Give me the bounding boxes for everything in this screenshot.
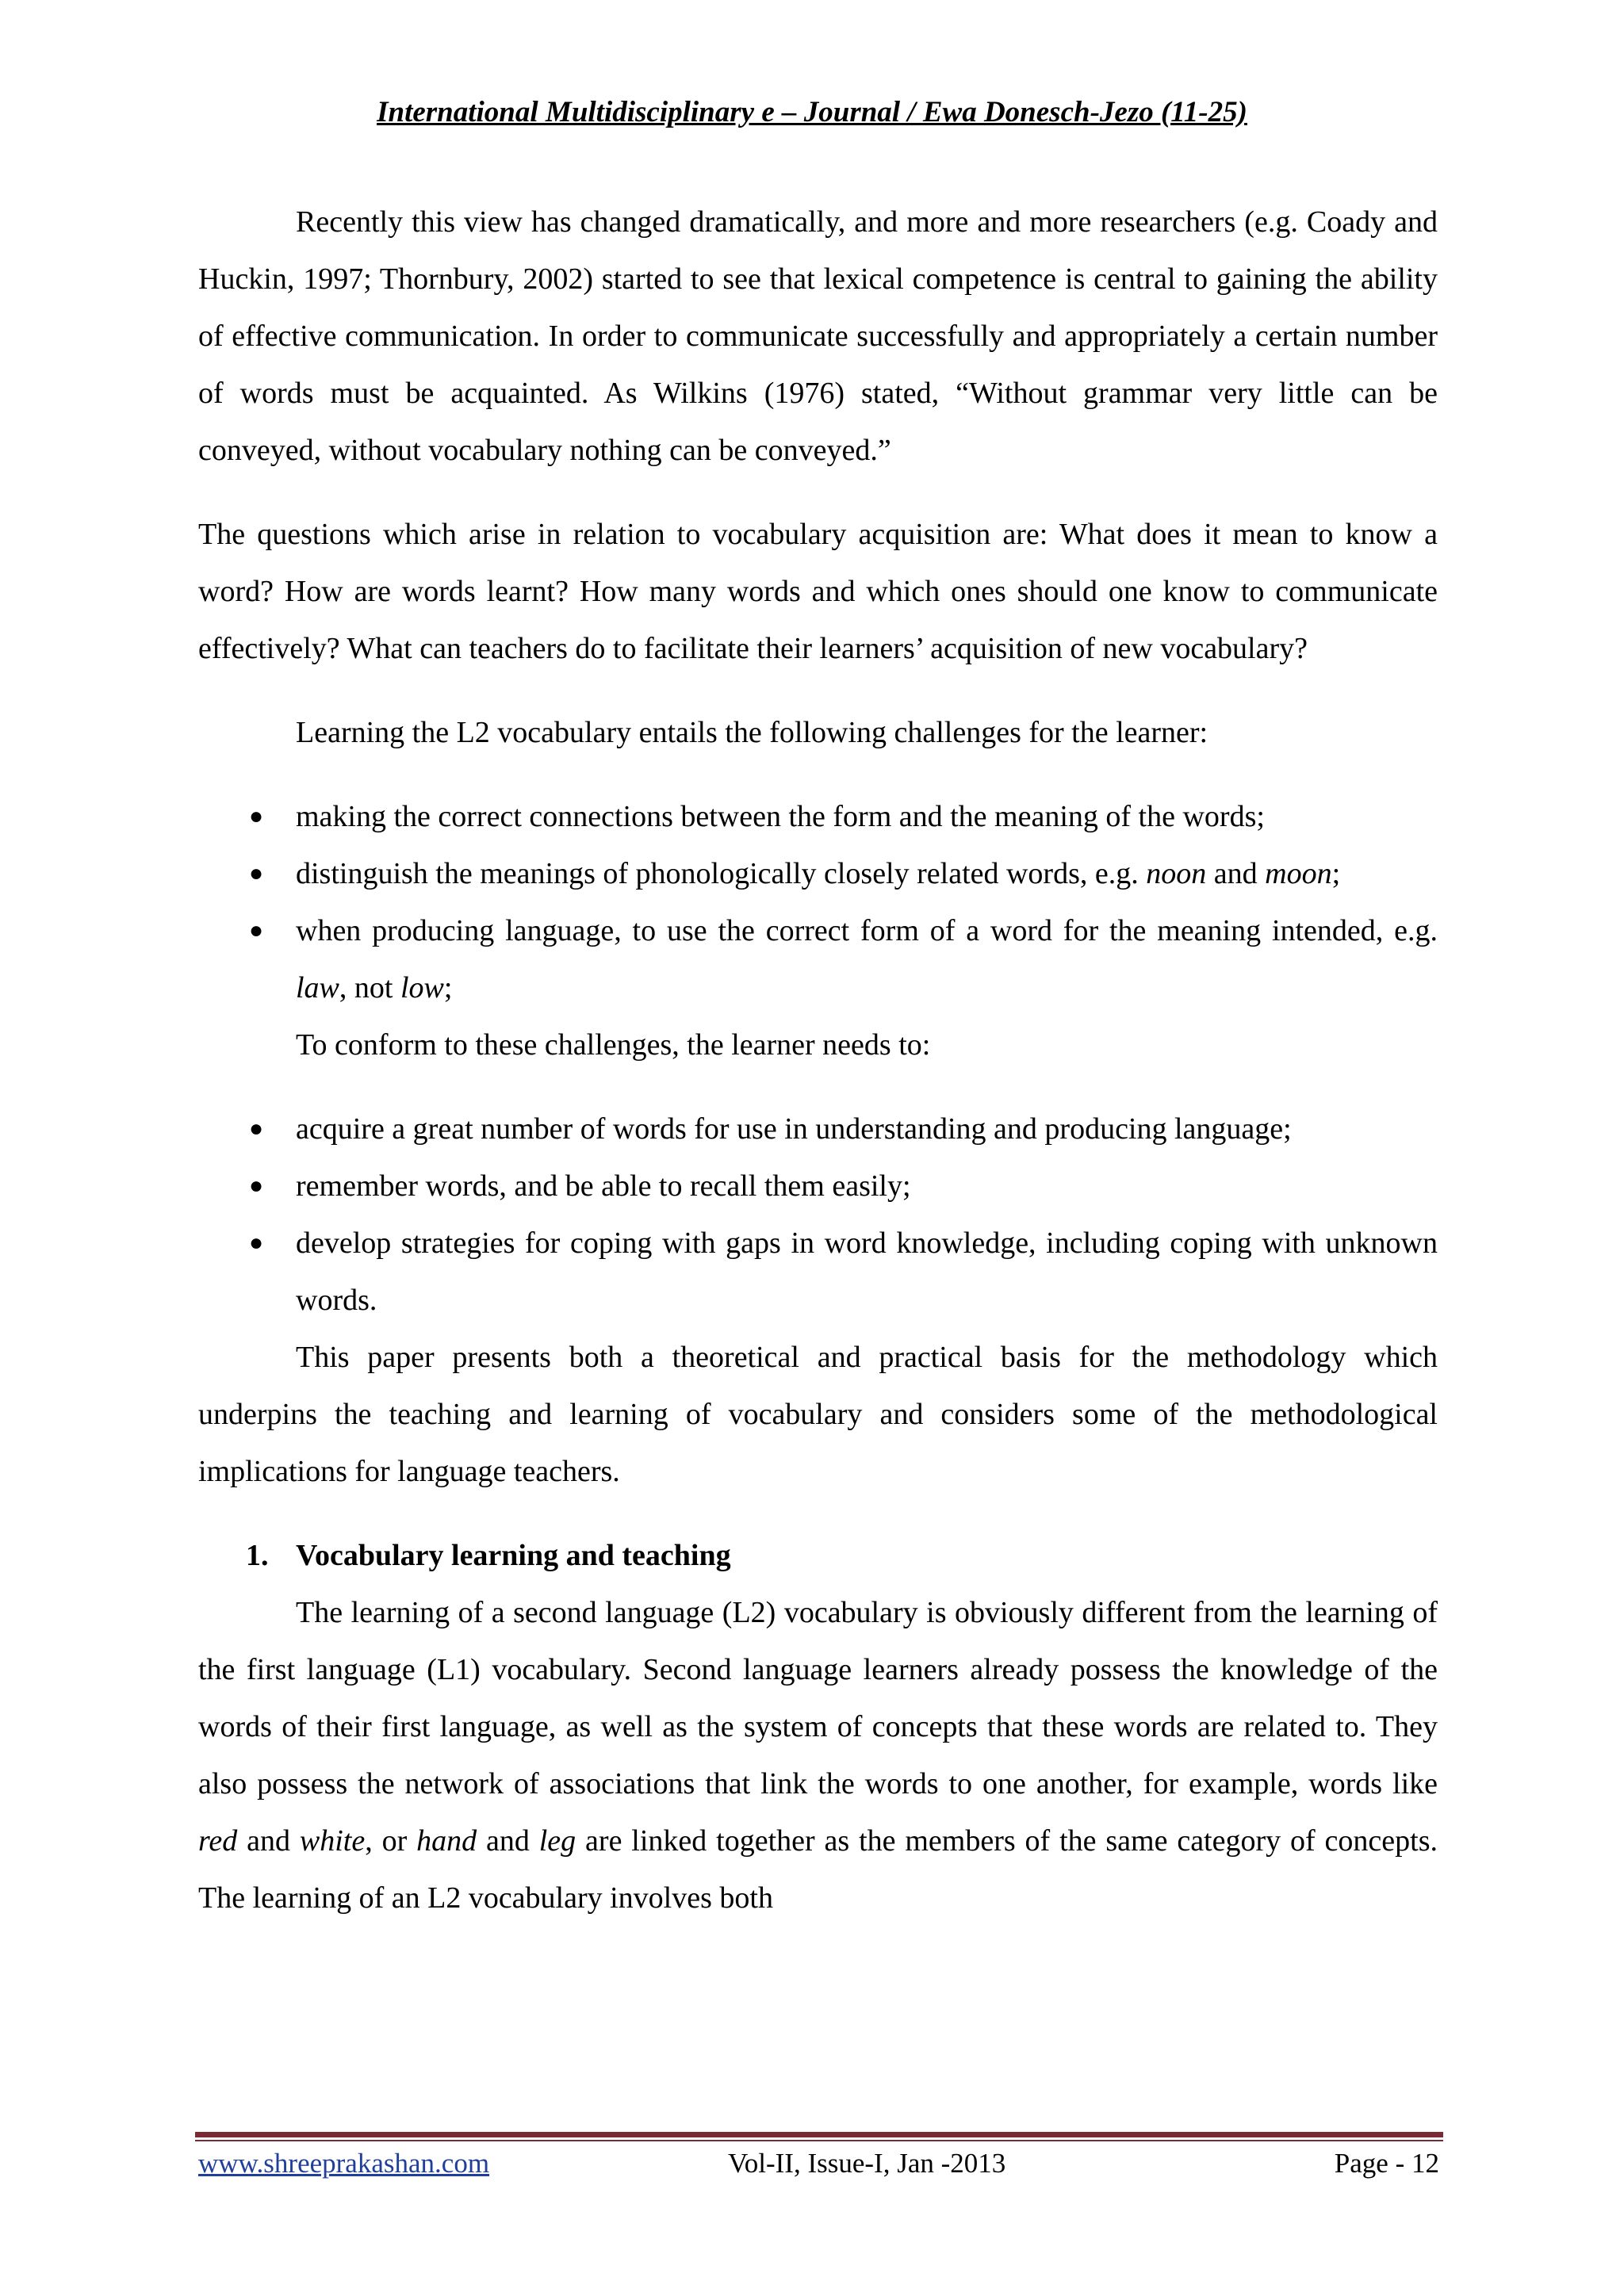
list-item [198, 1100, 1438, 1158]
journal-link[interactable]: www.shreeprakashan.com [198, 2148, 490, 2179]
page-footer [198, 2145, 1439, 2183]
paragraph [198, 1584, 1438, 1927]
page-number: Page - 12 [1334, 2148, 1439, 2179]
example-word: leg [538, 1824, 576, 1858]
article-body [198, 193, 1438, 1927]
example-word: moon [1265, 857, 1332, 890]
list-item [198, 1158, 1438, 1215]
example-word: white [299, 1824, 366, 1858]
list-item-text: making the correct connections between the form and the meaning of the words; [296, 800, 1265, 833]
paragraph-text: The learning of a second language (L2) vocabulary is obviously different from the learning of the first language (L1) vocabulary. Second language learners already possess the knowledge of the words of their first language, as well as the system of concepts that these words are related to. They also possess the network of associations that link the words to one another, for example, words like [198, 1596, 1438, 1800]
section-heading [198, 1527, 1438, 1584]
list-item-text: acquire a great number of words for use in understanding and producing language; [296, 1112, 1292, 1146]
footer-rule [195, 2132, 1443, 2137]
needs-list [198, 1100, 1438, 1329]
bullet-icon: ● [249, 1173, 264, 1199]
list-item [198, 788, 1438, 845]
section-title: Vocabulary learning and teaching [296, 1539, 731, 1572]
list-item-text: , not [339, 971, 400, 1004]
bullet-icon: ● [249, 1115, 264, 1142]
footer-rule [195, 2140, 1443, 2141]
challenges-list [198, 788, 1438, 1016]
volume-info: Vol-II, Issue-I, Jan -2013 [728, 2148, 1006, 2179]
paragraph-text: are linked together as the members of the same category of concepts. The learning of an L2 vocabulary involves both [198, 1824, 1438, 1915]
example-word: red [198, 1824, 238, 1858]
example-word: noon [1146, 857, 1207, 890]
paragraph-text: and [237, 1824, 300, 1858]
list-item [198, 902, 1438, 1016]
list-item [198, 1215, 1438, 1329]
running-header: International Multidisciplinary e – Journal / Ewa Donesch-Jezo (11-25) [377, 96, 1247, 128]
bullet-icon: ● [249, 860, 264, 886]
bullet-icon: ● [249, 803, 264, 829]
list-item-text: and [1206, 857, 1266, 890]
paragraph-text: and [477, 1824, 539, 1858]
example-word: low [400, 971, 444, 1004]
list-item-text: develop strategies for coping with gaps in word knowledge, including coping with unknown words. [296, 1226, 1438, 1317]
paragraph: Recently this view has changed dramatically, and more and more researchers (e.g. Coady and Huckin, 1997; Thornbury, 2002) started to see that lexical competence is central to gaining the ability of effective communication. In order to communicate successfully and appropriately a certain number of words must be acquainted. As Wilkins (1976) stated, “Without grammar very little can be conveyed, without vocabulary nothing can be conveyed.” [198, 205, 1438, 467]
paragraph: The questions which arise in relation to vocabulary acquisition are: What does it mean to know a word? How are words learnt? How many words and which ones should one know to communicate effectively? What can teachers do to facilitate their learners’ acquisition of new vocabulary? [198, 518, 1438, 665]
list-item-text: ; [443, 971, 453, 1004]
list-item-text: ; [1331, 857, 1341, 890]
list-item-text: distinguish the meanings of phonologically closely related words, e.g. [296, 857, 1147, 890]
paragraph: Learning the L2 vocabulary entails the following challenges for the learner: [296, 716, 1208, 749]
list-item-text: remember words, and be able to recall them easily; [296, 1169, 911, 1203]
example-word: law [296, 971, 339, 1004]
paragraph-text: , or [365, 1824, 417, 1858]
paragraph: To conform to these challenges, the learner needs to: [296, 1028, 931, 1062]
example-word: hand [416, 1824, 477, 1858]
bullet-icon: ● [249, 917, 264, 943]
section-number: 1. [246, 1539, 269, 1572]
paragraph: This paper presents both a theoretical and practical basis for the methodology which underpins the teaching and learning of vocabulary and considers some of the methodological implications for language teachers. [198, 1341, 1438, 1488]
list-item [198, 845, 1438, 902]
bullet-icon: ● [249, 1230, 264, 1256]
list-item-text: when producing language, to use the correct form of a word for the meaning intended, e.g. [296, 914, 1438, 947]
